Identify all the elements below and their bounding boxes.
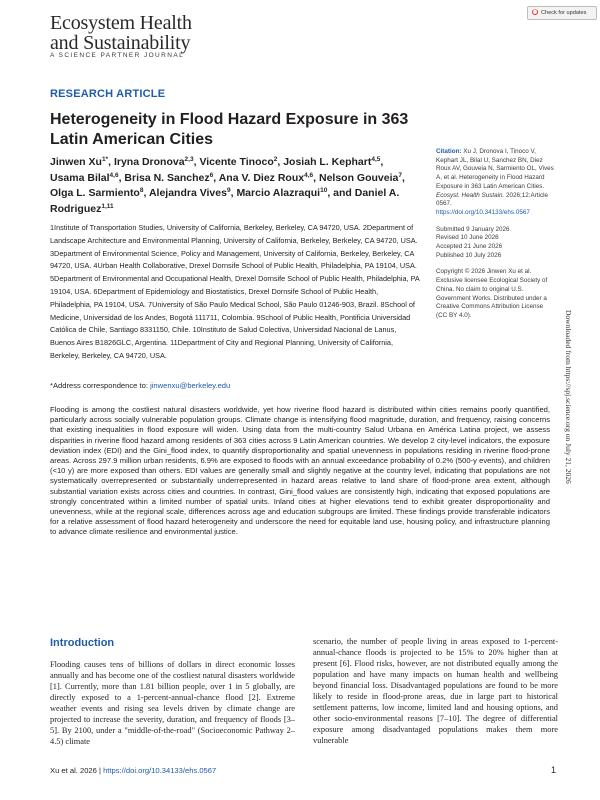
update-icon bbox=[532, 9, 538, 15]
journal-name-line1: Ecosystem Health bbox=[50, 12, 192, 34]
abstract: Flooding is among the costliest natural disasters worldwide, yet how riverine flood hazard is distributed within cities remains poorly quantified, particularly across socially vulnerable population groups. Climate change is intensifying flood magnitude, duration, and frequency, raising concerns that existing inequalities in flood exposure will widen. Using data from the multi-country Salud Urbana en América Latina project, we assess disparities in riverine flood hazard among residents of 363 cities across 9 Latin American countries. We develop 2 city-level indicators, the exposure deviation index (EDI) and the Gini_flood index, to quantify disproportionality and spatial unevenness in populations residing in riverine flood-prone areas. Across 297.9 million urban residents, 6.9% are exposed to floods with an annual exceedance probability of 0.2% (500-y events), and children (<10 y) are more exposed than others. EDI values are generally small and slightly negative at the country level, indicating that populations are not systematically overrepresented or substantially underrepresented in hazard areas relative to land share of flood-prone area extent, although substantial variation exists across cities and countries. In contrast, Gini_flood values are consistently high, indicating that exposed populations are strongly concentrated within a limited number of spatial units. Inland cities at higher elevations tend to exhibit greater disproportionality and unevenness, while at the regional scale, differences across age and education subgroups are limited. These findings provide transferable indicators for a relative assessment of flood hazard heterogeneity and underscore the need for equitable land use, housing policy, and infrastructure planning to advance climate resilience and environmental justice. bbox=[50, 405, 550, 537]
author: Vicente Tinoco$^2$ bbox=[199, 156, 278, 168]
author: Brisa N. Sanchez$^6$ bbox=[124, 171, 214, 184]
author-list: Jinwen $Xu^{1*}$, Iryna Dronova$^{2,3}$, Vicente Tinoco$^2$, Josiah L. Kephart$^{4,5}$, Usama Bilal$^{4,6}$, Brisa N. Sanchez$^6$, Ana V. Diez Roux$^{4,6}$, Nelson Gouveia$^7$, Olga L. Sarmiento$^8$, Alejandra Vives$^9$, Marcio Alazraqui$^{10}$, and Daniel A. Rodriguez$^{1,11}$ bbox=[50, 156, 405, 215]
correspondence-email-link[interactable]: jinwenxu@berkeley.edu bbox=[150, 381, 231, 390]
dates bbox=[436, 226, 554, 261]
author: Ana V. Diez Roux$^{4,6}$ bbox=[218, 171, 314, 184]
author: Alejandra Vives$^9$ bbox=[148, 187, 231, 199]
section-heading-introduction: Introduction bbox=[50, 637, 115, 649]
footer-doi-link[interactable]: https://doi.org/10.34133/ehs.0567 bbox=[103, 766, 217, 775]
citation-text: Xu J, Dronova I, Tinoco V, Kephart JL, Bilal U, Sanchez BN, Diez Roux AV, Gouveia N, Sarmiento OL, Vives A, et al. Heterogeneity in Flood Hazard Exposure in 363 Latin American Cities. bbox=[436, 148, 554, 190]
author: Daniel A. Rodriguez$^{1,11}$ bbox=[50, 187, 400, 215]
author: Marcio Alazraqui$^{10}$ bbox=[236, 187, 328, 199]
check-updates-label: Check for updates bbox=[541, 10, 587, 16]
date-submitted: Submitted 9 January 2026 bbox=[436, 225, 510, 233]
citation-sidebar bbox=[436, 148, 554, 329]
author: Usama Bilal$^{4,6}$ bbox=[50, 171, 119, 184]
download-notice bbox=[565, 310, 573, 690]
citation-doi-link[interactable]: https://doi.org/10.34133/ehs.0567 bbox=[436, 208, 530, 216]
journal-partner: A SCIENCE PARTNER JOURNAL bbox=[50, 52, 185, 59]
citation bbox=[436, 148, 554, 218]
article-title: Heterogeneity in Flood Hazard Exposure in 363 Latin American Cities bbox=[50, 111, 409, 148]
author: Olga L. Sarmiento$^8$ bbox=[50, 187, 144, 199]
footer-citation bbox=[50, 766, 216, 775]
footer-text: Xu et al. 2026 | bbox=[50, 766, 101, 775]
author: Iryna Dronova$^{2,3}$ bbox=[113, 156, 194, 168]
body-column-left: Flooding causes tens of billions of dollars in direct economic losses annually and has become one of the costliest natural disasters worldwide [1]. Currently, more than 1.81 billion people, over 1 in 5 globally, are directly exposed to a 1-percent-annual-chance flood [2]. Extreme weather events and rising sea levels driven by climate change are projected to increase the severity, duration, and frequency of floods [3–5]. By 2100, under a "middle-of-the-road" (Socioeconomic Pathway 2–4.5) climate bbox=[50, 660, 295, 746]
correspondence-label: *Address correspondence to: bbox=[50, 381, 148, 390]
article-type: RESEARCH ARTICLE bbox=[50, 88, 166, 100]
authors-and: and bbox=[333, 187, 352, 199]
citation-volume: 2026;12:Article 0567. bbox=[436, 191, 549, 208]
body-column-right: scenario, the number of people living in areas exposed to 1-percent-annual-chance floods is projected to be 15% to 20% higher than at present [6]. Flood risks, however, are not distributed equally among the population and have many impacts on human health and wellbeing beyond financial loss. Disadvantaged populations are found to be more likely to reside in flood-prone areas, due in large part to historical settlement patterns, low income, limited land and housing options, and other socio-environmental reasons [7–10]. The degree of differential exposure among disadvantaged populations makes them more vulnerable bbox=[313, 637, 558, 745]
citation-label: Citation: bbox=[436, 148, 462, 155]
date-revised: Revised 10 June 2026 bbox=[436, 234, 499, 242]
download-notice-text: Downloaded from https://spj.science.org on July 21, 2026 bbox=[564, 310, 573, 484]
date-accepted: Accepted 21 June 2026 bbox=[436, 243, 503, 251]
citation-journal: Ecosyst. Health Sustain. bbox=[436, 191, 505, 199]
journal-name-line2: and Sustainability bbox=[50, 32, 191, 54]
date-published: Published 10 July 2026 bbox=[436, 251, 502, 259]
author: Jinwen $Xu^{1*}$ bbox=[50, 156, 109, 168]
copyright: Copyright © 2026 Jinwen Xu et al. Exclusive licensee Ecological Society of China. No claim to original U.S. Government Works. Distributed under a Creative Commons Attribution License (CC BY 4.0). bbox=[436, 268, 548, 319]
affiliations: 1Institute of Transportation Studies, University of California, Berkeley, Berkeley, CA 94720, USA. 2Department of Landscape Architecture and Environmental Planning, University of California, Berkeley, Berkeley, CA 94720, USA. 3Department of Environmental Science, Policy and Management, University of California, Berkeley, Berkeley, CA 94720, USA. 4Urban Health Collaborative, Drexel Dornsife School of Public Health, Philadelphia, PA 19104, USA. 5Department of Environmental and Occupational Health, Drexel Dornsife School of Public Health, Philadelphia, PA 19104, USA. 6Department of Epidemiology and Biostatistics, Drexel Dornsife School of Public Health, Philadelphia, PA 19104, USA. 7University of São Paulo Medical School, São Paulo 01246-903, Brazil. 8School of Medicine, Universidad de los Andes, Bogotá 111711, Colombia. 9School of Public Health, Pontificia Universidad Católica de Chile, Santiago 8331150, Chile. 10Instituto de Salud Colectiva, Universidad Nacional de Lanus, Buenos Aires B1826GLC, Argentina. 11Department of City and Regional Planning, University of California, Berkeley, Berkeley, CA 94720, USA. bbox=[50, 223, 420, 360]
author: Josiah L. Kephart$^{4,5}$ bbox=[283, 156, 381, 168]
page-number: 1 bbox=[551, 765, 557, 775]
correspondence bbox=[50, 381, 230, 390]
check-for-updates-button[interactable] bbox=[527, 6, 597, 20]
author: Nelson Gouveia$^7$ bbox=[318, 171, 402, 184]
journal-name bbox=[50, 13, 270, 53]
